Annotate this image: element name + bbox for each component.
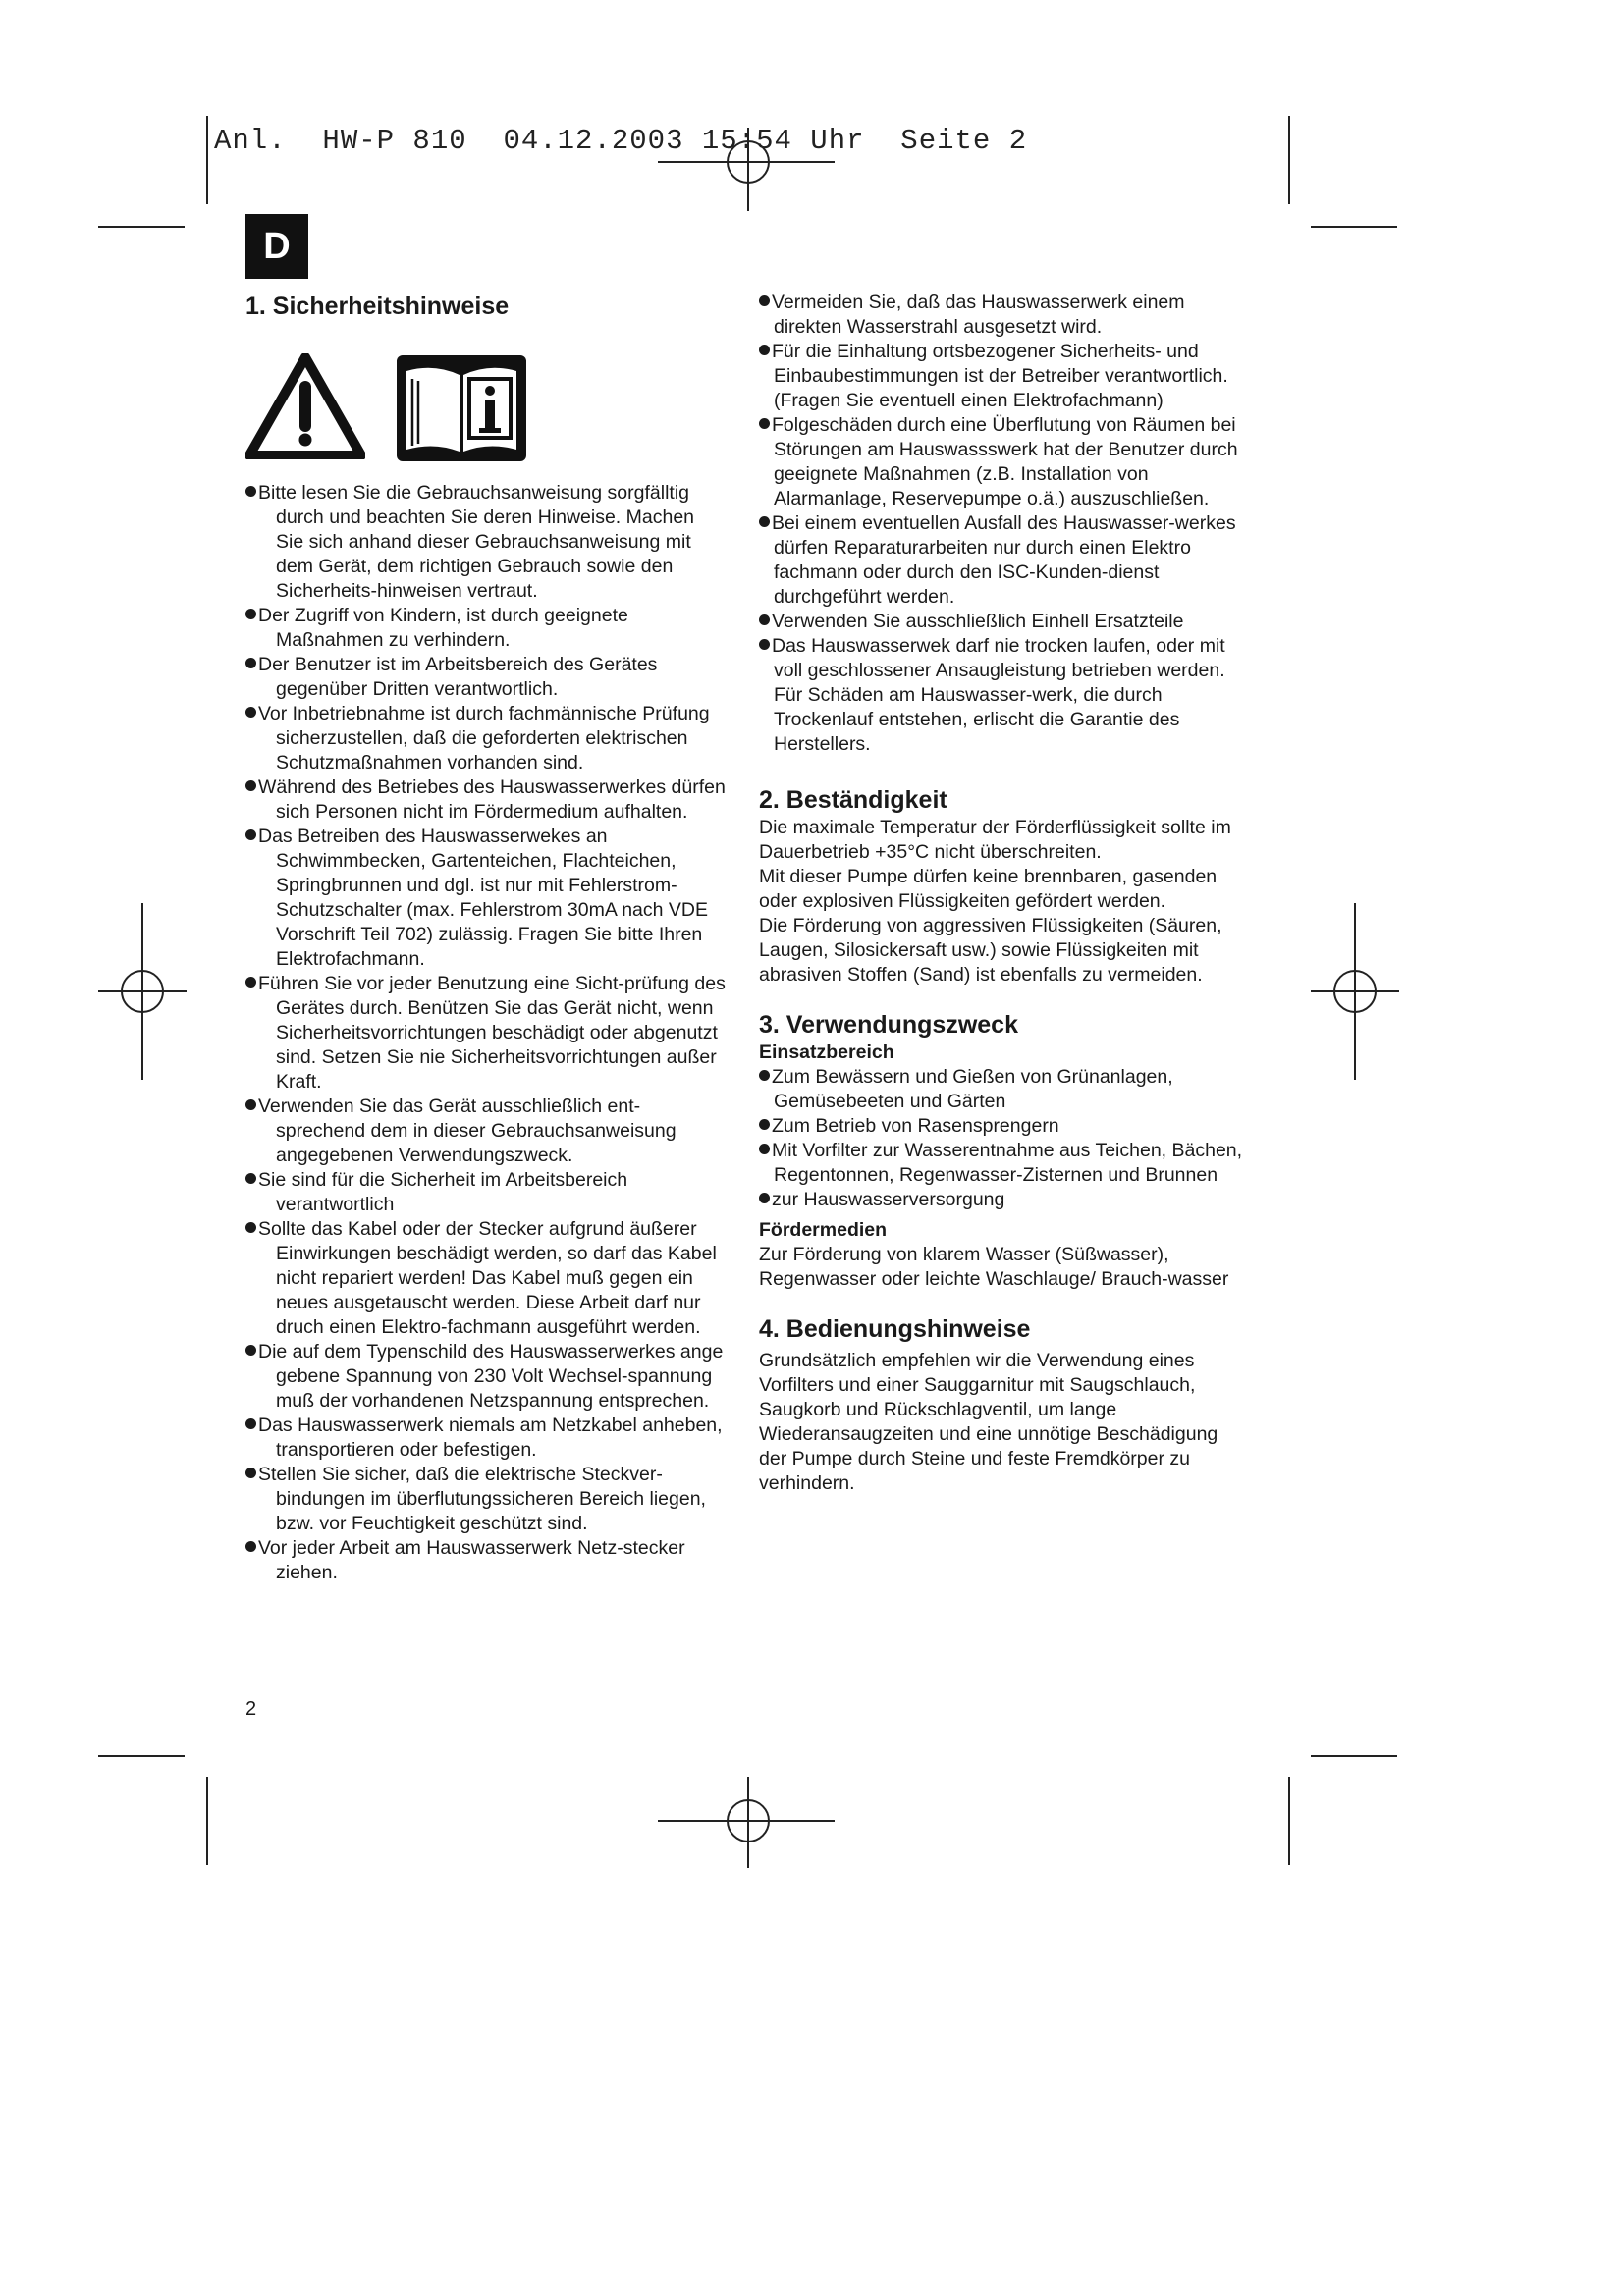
list-item: Zum Bewässern und Gießen von Grünanlagen, Gemüsebeeten und Gärten — [759, 1065, 1250, 1114]
section-2-title: 2. Beständigkeit — [759, 786, 947, 814]
list-item: zur Hauswasserversorgung — [759, 1188, 1250, 1212]
bullet-icon — [245, 707, 256, 718]
list-item: Der Benutzer ist im Arbeitsbereich des Gerätes gegenüber Dritten verantwortlich. — [245, 653, 727, 702]
list-item: Führen Sie vor jeder Benutzung eine Sicht-prüfung des Gerätes durch. Benützen Sie das Gerät nicht, wenn Sicherheitsvorrichtungen beschädigt oder abgenutzt sind. Setzen Sie nie Sicherheitsvorrichtungen außer Kraft. — [245, 972, 727, 1095]
warning-triangle-icon — [245, 353, 365, 459]
language-badge: D — [245, 214, 308, 279]
section-2-paragraph: Die Förderung von aggressiven Flüssigkeiten (Säuren, Laugen, Silosickersaft usw.) sowie Flüssigkeiten mit abrasiven Stoffen (Sand) ist ebenfalls zu vermeiden. — [759, 915, 1222, 986]
bullet-icon — [245, 1222, 256, 1233]
bullet-icon — [759, 516, 770, 527]
usage-bullet-list — [759, 1065, 1250, 1212]
page-number: 2 — [245, 1698, 257, 1720]
print-header: Anl. HW-P 810 04.12.2003 15:54 Uhr Seite 2 — [214, 125, 1028, 157]
crop-mark — [98, 1755, 185, 1757]
list-item: Stellen Sie sicher, daß die elektrische Steckver-bindungen im überflutungssicheren Bereich liegen, bzw. vor Feuchtigkeit geschützt sind. — [245, 1463, 727, 1536]
list-item: Sie sind für die Sicherheit im Arbeitsbereich verantwortlich — [245, 1168, 727, 1217]
list-item: Verwenden Sie das Gerät ausschließlich ent-sprechend dem in dieser Gebrauchsanweisung angegebenen Verwendungszweck. — [245, 1095, 727, 1168]
section-4-title: 4. Bedienungshinweise — [759, 1315, 1031, 1343]
bullet-icon — [245, 1099, 256, 1110]
list-item: Das Betreiben des Hauswasserwekes an Schwimmbecken, Gartenteichen, Flachteichen, Springbrunnen und dgl. ist nur mit Fehlerstrom-Schutzschalter (max. Fehlerstrom 30mA nach VDE Vorschrift Teil 702) zulässig. Fragen Sie bitte Ihren Elektrofachmann. — [245, 825, 727, 972]
crop-mark — [206, 116, 208, 204]
left-column — [245, 291, 727, 1585]
section-3-paragraph: Zur Förderung von klarem Wasser (Süßwasser), Regenwasser oder leichte Waschlauge/ Brauch-wasser — [759, 1244, 1229, 1290]
list-item: Verwenden Sie ausschließlich Einhell Ersatzteile — [759, 610, 1250, 634]
list-item: Vermeiden Sie, daß das Hauswasserwerk einem direkten Wasserstrahl ausgesetzt wird. — [759, 291, 1250, 340]
bullet-icon — [759, 1070, 770, 1081]
bullet-icon — [759, 614, 770, 625]
bullet-icon — [759, 1193, 770, 1203]
list-item: Folgeschäden durch eine Überflutung von Räumen bei Störungen am Hauswassswerk hat der Benutzer durch geeignete Maßnahmen (z.B. Installation von Alarmanlage, Reservepumpe o.ä.) auszuschließen. — [759, 413, 1250, 511]
list-item: Das Hauswasserwek darf nie trocken laufen, oder mit voll geschlossener Ansaugleistung betrieben werden. Für Schäden am Hauswasser-werk, die durch Trockenlauf entstehen, erlischt die Garantie des Herstellers. — [759, 634, 1250, 757]
section-1-title: 1. Sicherheitshinweise — [245, 293, 510, 320]
section-3-title: 3. Verwendungszweck — [759, 1011, 1018, 1039]
bullet-icon — [245, 829, 256, 840]
bullet-icon — [245, 609, 256, 619]
bullet-icon — [759, 1119, 770, 1130]
right-column — [759, 291, 1250, 1496]
registration-mark-right — [1311, 903, 1399, 1080]
crop-mark — [98, 226, 185, 228]
list-item: Die auf dem Typenschild des Hauswasserwerkes ange gebene Spannung von 230 Volt Wechsel-spannung muß der vorhandenen Netzspannung entsprechen. — [245, 1340, 727, 1414]
bullet-icon — [759, 345, 770, 355]
bullet-icon — [759, 418, 770, 429]
bullet-icon — [759, 295, 770, 306]
safety-bullet-list — [245, 481, 727, 1585]
list-item: Bitte lesen Sie die Gebrauchsanweisung sorgfälltig durch und beachten Sie deren Hinweise. Machen Sie sich anhand dieser Gebrauchsanweisung mit dem Gerät, dem richtigen Gebrauch sowie den Sicherheits-hinweisen vertraut. — [245, 481, 727, 604]
safety-bullet-list-continued — [759, 291, 1250, 757]
section-2-paragraph: Mit dieser Pumpe dürfen keine brennbaren, gasenden oder explosiven Flüssigkeiten gefördert werden. — [759, 866, 1218, 912]
registration-mark-bottom — [658, 1772, 844, 1870]
bullet-icon — [245, 1173, 256, 1184]
bullet-icon — [759, 1144, 770, 1154]
list-item: Vor Inbetriebnahme ist durch fachmännische Prüfung sicherzustellen, daß die geforderten elektrischen Schutzmaßnahmen vorhanden sind. — [245, 702, 727, 775]
bullet-icon — [245, 1468, 256, 1478]
bullet-icon — [245, 977, 256, 988]
list-item: Mit Vorfilter zur Wasserentnahme aus Teichen, Bächen, Regentonnen, Regenwasser-Zisternen und Brunnen — [759, 1139, 1250, 1188]
crop-mark — [1288, 1777, 1290, 1865]
bullet-icon — [759, 639, 770, 650]
list-item: Sollte das Kabel oder der Stecker aufgrund äußerer Einwirkungen beschädigt werden, so darf das Kabel nicht repariert werden! Das Kabel muß gegen ein neues ausgetauscht werden. Diese Arbeit darf nur druch einen Elektro-fachmann ausgeführt werden. — [245, 1217, 727, 1340]
section-2-paragraph: Die maximale Temperatur der Förderflüssigkeit sollte im Dauerbetrieb +35°C nicht überschreiten. — [759, 817, 1231, 863]
registration-mark-top — [658, 128, 844, 216]
list-item: Der Zugriff von Kindern, ist durch geeignete Maßnahmen zu verhindern. — [245, 604, 727, 653]
bullet-icon — [245, 1418, 256, 1429]
bullet-icon — [245, 1345, 256, 1356]
safety-icons — [245, 353, 727, 463]
list-item: Während des Betriebes des Hauswasserwerkes dürfen sich Personen nicht im Fördermedium aufhalten. — [245, 775, 727, 825]
list-item: Vor jeder Arbeit am Hauswasserwerk Netz-stecker ziehen. — [245, 1536, 727, 1585]
manual-book-info-icon — [395, 353, 528, 463]
crop-mark — [206, 1777, 208, 1865]
list-item: Für die Einhaltung ortsbezogener Sicherheits- und Einbaubestimmungen ist der Betreiber verantwortlich. (Fragen Sie eventuell einen Elektrofachmann) — [759, 340, 1250, 413]
bullet-icon — [245, 658, 256, 668]
list-item: Das Hauswasserwerk niemals am Netzkabel anheben, transportieren oder befestigen. — [245, 1414, 727, 1463]
crop-mark — [1311, 1755, 1397, 1757]
section-3-subtitle-foerdermedien: Fördermedien — [759, 1219, 888, 1241]
crop-mark — [1311, 226, 1397, 228]
bullet-icon — [245, 780, 256, 791]
crop-mark — [1288, 116, 1290, 204]
section-4-paragraph: Grundsätzlich empfehlen wir die Verwendung eines Vorfilters und einer Sauggarnitur mit Saugschlauch, Saugkorb und Rückschlagventil, um lange Wiederansaugzeiten und eine unnötige Beschädigung der Pumpe durch Steine und feste Fremdkörper zu verhindern. — [759, 1350, 1218, 1494]
registration-mark-left — [98, 903, 187, 1080]
bullet-icon — [245, 486, 256, 497]
section-3-subtitle-einsatzbereich: Einsatzbereich — [759, 1041, 894, 1063]
bullet-icon — [245, 1541, 256, 1552]
list-item: Bei einem eventuellen Ausfall des Hauswasser-werkes dürfen Reparaturarbeiten nur durch einen Elektro fachmann oder durch den ISC-Kunden-dienst durchgeführt werden. — [759, 511, 1250, 610]
list-item: Zum Betrieb von Rasensprengern — [759, 1114, 1250, 1139]
